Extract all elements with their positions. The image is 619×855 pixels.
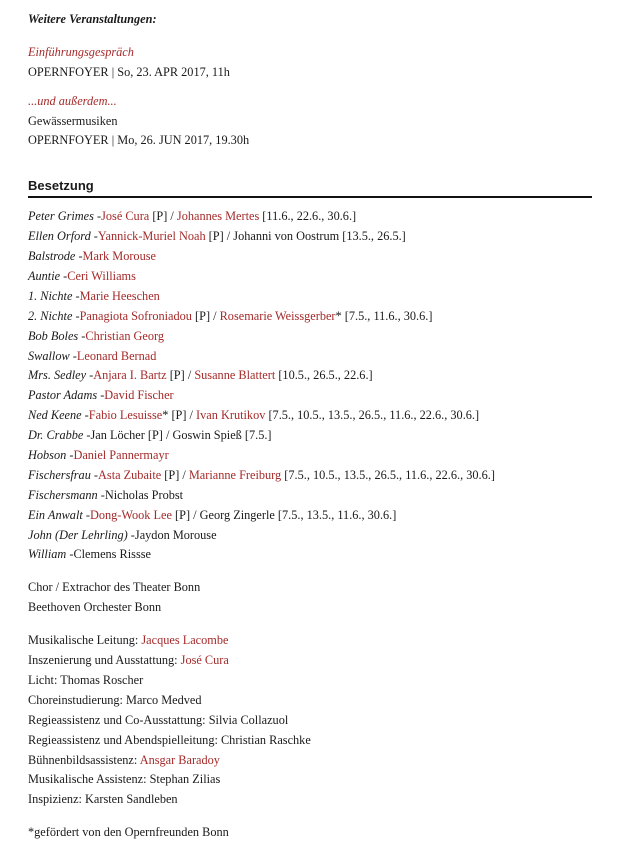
role-name: Ned Keene: [28, 408, 82, 423]
performer-extra: [7.5., 10.5., 13.5., 26.5., 11.6., 22.6., 30.6.]: [281, 467, 495, 482]
credit-name: Marco Medved: [126, 692, 202, 707]
performer-link[interactable]: Rosemarie Weissgerber: [219, 308, 336, 323]
role-name: 1. Nichte: [28, 288, 73, 303]
performer-link[interactable]: Daniel Pannermayr: [73, 448, 169, 463]
role-row: Bob Boles -Christian Georg: [28, 328, 165, 343]
role-name: John (Der Lehrling): [28, 527, 128, 542]
credit-label: Musikalische Leitung:: [28, 633, 142, 648]
performer-link[interactable]: Fabio Lesuisse: [88, 408, 163, 423]
role-name: Fischersmann: [28, 487, 98, 502]
role-row: Balstrode -Mark Morouse: [28, 249, 156, 264]
credit-row: [28, 691, 591, 711]
performer-extra: [P] / Georg Zingerle [7.5., 13.5., 11.6., 30.6.]: [171, 507, 397, 522]
role-name: William: [28, 547, 67, 562]
credit-label: Bühnenbildsassistenz:: [28, 752, 140, 767]
footnote: *gefördert von den Opernfreunden Bonn: [28, 825, 229, 840]
ensemble-line: Beethoven Orchester Bonn: [28, 600, 162, 615]
credit-label: Musikalische Assistenz:: [28, 772, 150, 787]
role-name: Swallow: [28, 348, 70, 363]
role-row: Ein Anwalt -Dong-Wook Lee [P] / Georg Zingerle [7.5., 13.5., 11.6., 30.6.]: [28, 507, 397, 522]
performer-link[interactable]: Yannick-Muriel Noah: [97, 229, 206, 244]
event1-date: So, 23. APR 2017, 11h: [117, 64, 230, 79]
performer-extra: [P] /: [149, 209, 177, 224]
event1-venue: OPERNFOYER: [28, 64, 109, 79]
performer-link[interactable]: Marianne Freiburg: [188, 467, 282, 482]
credit-row: [28, 671, 591, 691]
credit-label: Licht:: [28, 672, 61, 687]
event2-venue-line: OPERNFOYER | Mo, 26. JUN 2017, 19.30h: [28, 133, 250, 148]
role-name: 2. Nichte: [28, 308, 73, 323]
credit-name: Karsten Sandleben: [85, 792, 178, 807]
credit-name: Silvia Collazuol: [208, 712, 289, 727]
role-row: Ellen Orford -Yannick-Muriel Noah [P] / Johanni von Oostrum [13.5., 26.5.]: [28, 229, 406, 244]
performer-link[interactable]: Marie Heeschen: [79, 288, 160, 303]
performer-extra: [P] / Johanni von Oostrum [13.5., 26.5.]: [205, 229, 406, 244]
performer-extra: Clemens Rissse: [73, 547, 151, 562]
performer-link[interactable]: Ceri Williams: [67, 269, 136, 284]
event2-title[interactable]: ...und außerdem...: [28, 93, 117, 108]
roles-list: [28, 207, 591, 565]
ensembles-list: [28, 578, 591, 618]
event1-venue-line: OPERNFOYER | So, 23. APR 2017, 11h: [28, 64, 230, 79]
role-name: Auntie: [28, 269, 61, 284]
credit-label: Regieassistenz und Co-Ausstattung:: [28, 712, 209, 727]
credit-name-link[interactable]: Jacques Lacombe: [141, 633, 229, 648]
performer-link[interactable]: Anjara I. Bartz: [93, 368, 167, 383]
role-name: Dr. Crabbe: [28, 428, 84, 443]
performer-extra: [11.6., 22.6., 30.6.]: [259, 209, 357, 224]
credit-name-link[interactable]: José Cura: [180, 653, 229, 668]
role-row: Swallow -Leonard Bernad: [28, 348, 157, 363]
role-row: Fischersfrau -Asta Zubaite [P] / Marianne Freiburg [7.5., 10.5., 13.5., 26.5., 11.6., 22.6., 30.6.]: [28, 467, 495, 482]
credit-row: [28, 770, 591, 790]
performer-extra: * [P] /: [162, 408, 197, 423]
credit-row: [28, 631, 591, 651]
performer-link[interactable]: Ivan Krutikov: [196, 408, 266, 423]
performer-extra: Jan Löcher [P] / Goswin Spieß [7.5.]: [90, 428, 272, 443]
role-row: William -Clemens Rissse: [28, 547, 151, 562]
role-name: Mrs. Sedley: [28, 368, 87, 383]
role-name: Peter Grimes: [28, 209, 94, 224]
role-row: 1. Nichte -Marie Heeschen: [28, 288, 160, 303]
performer-link[interactable]: Mark Morouse: [82, 249, 156, 264]
performer-extra: [7.5., 10.5., 13.5., 26.5., 11.6., 22.6., 30.6.]: [265, 408, 480, 423]
role-name: Bob Boles: [28, 328, 79, 343]
performer-link[interactable]: Leonard Bernad: [76, 348, 157, 363]
role-row: 2. Nichte -Panagiota Sofroniadou [P] / Rosemarie Weissgerber* [7.5., 11.6., 30.6.]: [28, 308, 433, 323]
role-row: Dr. Crabbe -Jan Löcher [P] / Goswin Spieß [7.5.]: [28, 428, 272, 443]
performer-extra: Nicholas Probst: [104, 487, 184, 502]
credits-list: [28, 631, 591, 810]
performer-link[interactable]: Christian Georg: [85, 328, 165, 343]
performer-extra: [P] /: [191, 308, 220, 323]
weitere-heading: Weitere Veranstaltungen:: [28, 12, 157, 26]
performer-link[interactable]: Asta Zubaite: [98, 467, 162, 482]
event2-name: Gewässermusiken: [28, 113, 118, 128]
credit-row: [28, 790, 591, 810]
role-name: Hobson: [28, 448, 67, 463]
role-name: Ein Anwalt: [28, 507, 83, 522]
role-name: Fischersfrau: [28, 467, 91, 482]
credit-name: Christian Raschke: [220, 732, 311, 747]
role-row: Fischersmann -Nicholas Probst: [28, 487, 184, 502]
role-name: Pastor Adams: [28, 388, 98, 403]
performer-link[interactable]: Panagiota Sofroniadou: [79, 308, 192, 323]
performer-link[interactable]: Dong-Wook Lee: [89, 507, 172, 522]
role-row: Hobson -Daniel Pannermayr: [28, 448, 169, 463]
performer-extra: [P] /: [166, 368, 195, 383]
besetzung-heading: Besetzung: [28, 176, 592, 198]
credit-label: Choreinstudierung:: [28, 692, 127, 707]
performer-extra: * [7.5., 11.6., 30.6.]: [335, 308, 433, 323]
performer-extra: Jaydon Morouse: [134, 527, 217, 542]
role-name: Ellen Orford: [28, 229, 91, 244]
credit-name: Stephan Zilias: [149, 772, 221, 787]
role-row: Pastor Adams -David Fischer: [28, 388, 174, 403]
credit-name: Thomas Roscher: [60, 672, 144, 687]
credit-row: [28, 651, 591, 671]
performer-extra: [10.5., 26.5., 22.6.]: [275, 368, 373, 383]
credit-row: [28, 751, 591, 771]
performer-link[interactable]: David Fischer: [104, 388, 174, 403]
credit-name-link[interactable]: Ansgar Baradoy: [139, 752, 220, 767]
performer-link[interactable]: Johannes Mertes: [176, 209, 260, 224]
event2-venue: OPERNFOYER: [28, 133, 109, 148]
credit-row: [28, 711, 591, 731]
performer-link[interactable]: José Cura: [101, 209, 150, 224]
role-row: John (Der Lehrling) -Jaydon Morouse: [28, 527, 217, 542]
credit-label: Inspizienz:: [28, 792, 86, 807]
credit-label: Regieassistenz und Abendspielleitung:: [28, 732, 221, 747]
event2-date: Mo, 26. JUN 2017, 19.30h: [117, 133, 250, 148]
role-row: Peter Grimes -José Cura [P] / Johannes Mertes [11.6., 22.6., 30.6.]: [28, 209, 357, 224]
credit-label: Inszenierung und Ausstattung:: [28, 653, 181, 668]
role-name: Balstrode: [28, 249, 76, 264]
role-row: Mrs. Sedley -Anjara I. Bartz [P] / Susanne Blattert [10.5., 26.5., 22.6.]: [28, 368, 373, 383]
performer-extra: [P] /: [161, 467, 189, 482]
ensemble-line: Chor / Extrachor des Theater Bonn: [28, 580, 201, 595]
role-row: Auntie -Ceri Williams: [28, 269, 136, 284]
role-row: Ned Keene -Fabio Lesuisse* [P] / Ivan Krutikov [7.5., 10.5., 13.5., 26.5., 11.6., 22.6., 30.6.]: [28, 408, 480, 423]
credit-row: [28, 731, 591, 751]
performer-link[interactable]: Susanne Blattert: [194, 368, 276, 383]
event1-title[interactable]: Einführungsgespräch: [28, 44, 134, 59]
